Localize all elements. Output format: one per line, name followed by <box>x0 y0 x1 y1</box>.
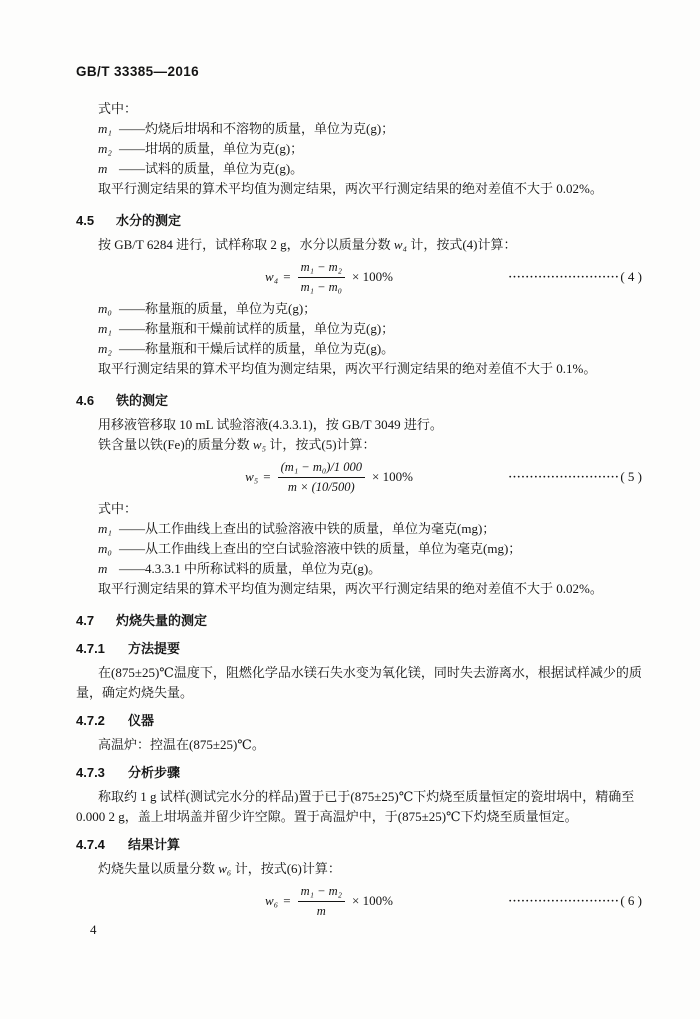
equation-math <box>265 884 393 919</box>
symbol-var: m <box>98 561 108 576</box>
equation-leader <box>508 893 642 909</box>
fraction-denominator: m <box>316 903 326 918</box>
symbol-def-text: ——从工作曲线上查出的空白试验溶液中铁的质量，单位为毫克(mg)； <box>119 541 522 556</box>
document-content <box>76 64 642 923</box>
symbol-def-text: ——从工作曲线上查出的试验溶液中铁的质量，单位为毫克(mg)； <box>119 521 496 536</box>
dot-leader: ·························· <box>508 895 620 907</box>
symbol-var: m₀ <box>98 301 112 316</box>
section-heading-4-7-4 <box>76 835 642 855</box>
section-heading-4-7 <box>76 611 642 631</box>
fraction <box>298 884 345 919</box>
symbol-definition <box>76 159 642 179</box>
equals-sign: = <box>283 893 291 908</box>
equation-lhs-variable: w₆ <box>265 893 279 908</box>
symbol-var: m₁ <box>98 321 112 336</box>
paragraph <box>76 859 642 879</box>
paragraph <box>76 435 642 455</box>
fraction-denominator: m₁ − m₀ <box>300 279 343 294</box>
symbol-var: m <box>98 161 108 176</box>
section-title: 结果计算 <box>128 837 181 852</box>
fraction-numerator: m₁ − m₂ <box>298 260 345 278</box>
symbol-definition <box>76 299 642 319</box>
symbol-definition-list <box>76 519 642 579</box>
paragraph-text: 灼烧失量以质量分数 <box>98 861 219 876</box>
section-number: 4.5 <box>76 213 95 228</box>
symbol-var: m₀ <box>98 541 112 556</box>
symbol-definition-list <box>76 119 642 179</box>
equation-number: ( 5 ) <box>620 469 642 484</box>
symbol-definition <box>76 559 642 579</box>
symbol-definition <box>76 539 642 559</box>
section-title: 方法提要 <box>128 641 181 656</box>
symbol-definition <box>76 319 642 339</box>
section-title: 仪器 <box>128 713 155 728</box>
equation-multiplier: × 100% <box>352 269 393 284</box>
standard-number-header: GB/T 33385—2016 <box>76 64 200 79</box>
precision-note: 取平行测定结果的算术平均值为测定结果，两次平行测定结果的绝对差值不大于 0.1%。 <box>98 361 597 376</box>
section-number: 4.7 <box>76 613 95 628</box>
where-clause-label: 式中： <box>98 501 138 516</box>
equation-lhs-variable: w₅ <box>245 469 259 484</box>
section-title: 水分的测定 <box>116 213 182 228</box>
symbol-definition <box>76 339 642 359</box>
equation-math <box>245 460 413 495</box>
paragraph-text: 按 GB/T 6284 进行，试样称取 2 g，水分以质量分数 <box>98 237 394 252</box>
symbol-def-text: ——灼烧后坩埚和不溶物的质量，单位为克(g)； <box>119 121 395 136</box>
equation-number: ( 4 ) <box>620 269 642 284</box>
equation-leader <box>508 469 642 485</box>
section-heading-4-7-3 <box>76 763 642 783</box>
symbol-def-text: ——称量瓶和干燥后试样的质量，单位为克(g)。 <box>119 341 395 356</box>
symbol-def-text: ——试料的质量，单位为克(g)。 <box>119 161 304 176</box>
equals-sign: = <box>283 269 291 284</box>
section-heading-4-5 <box>76 211 642 231</box>
equation-multiplier: × 100% <box>352 893 393 908</box>
section-title: 灼烧失量的测定 <box>116 613 208 628</box>
symbol-var: m₁ <box>98 121 112 136</box>
section-heading-4-7-2 <box>76 711 642 731</box>
section-heading-4-6 <box>76 391 642 411</box>
fraction-numerator: (m₁ − m₀)/1 000 <box>278 460 365 478</box>
paragraph-text: 铁含量以铁(Fe)的质量分数 <box>98 437 253 452</box>
equation-5 <box>76 457 642 497</box>
equation-number: ( 6 ) <box>620 893 642 908</box>
equation-math <box>265 260 393 295</box>
symbol-definition <box>76 139 642 159</box>
precision-note: 取平行测定结果的算术平均值为测定结果，两次平行测定结果的绝对差值不大于 0.02%。 <box>98 581 603 596</box>
page-number: 4 <box>90 922 97 937</box>
section-number: 4.7.2 <box>76 713 105 728</box>
equation-leader <box>508 269 642 285</box>
symbol-def-text: ——坩埚的质量，单位为克(g)； <box>119 141 304 156</box>
symbol-definition <box>76 519 642 539</box>
section-title: 分析步骤 <box>128 765 181 780</box>
symbol-def-text: ——称量瓶和干燥前试样的质量，单位为克(g)； <box>119 321 395 336</box>
paragraph <box>76 235 642 255</box>
symbol-var: m₁ <box>98 521 112 536</box>
section-title: 铁的测定 <box>116 393 169 408</box>
fraction-denominator: m × (10/500) <box>287 479 355 494</box>
paragraph-text: 计，按式(4)计算： <box>407 237 517 252</box>
fraction <box>278 460 365 495</box>
equation-4 <box>76 257 642 297</box>
section-number: 4.7.3 <box>76 765 105 780</box>
symbol-var: m₂ <box>98 341 112 356</box>
paragraph-text: 计，按式(5)计算： <box>266 437 376 452</box>
symbol-definition-list <box>76 299 642 359</box>
section-number: 4.7.1 <box>76 641 105 656</box>
equals-sign: = <box>263 469 271 484</box>
equation-lhs-variable: w₄ <box>265 269 279 284</box>
inline-variable: w₅ <box>252 437 267 452</box>
inline-variable: w₆ <box>218 861 232 876</box>
section-number: 4.6 <box>76 393 95 408</box>
fraction <box>298 260 345 295</box>
section-heading-4-7-1 <box>76 639 642 659</box>
paragraph: 高温炉：控温在(875±25)℃。 <box>98 737 265 752</box>
where-clause-label: 式中： <box>98 101 138 116</box>
dot-leader: ·························· <box>508 271 620 283</box>
equation-6 <box>76 881 642 921</box>
paragraph-text: 计，按式(6)计算： <box>231 861 341 876</box>
paragraph: 在(875±25)℃温度下，阻燃化学品水镁石失水变为氧化镁，同时失去游离水，根据试样减少的质量，确定灼烧失量。 <box>76 665 642 700</box>
fraction-numerator: m₁ − m₂ <box>298 884 345 902</box>
symbol-definition <box>76 119 642 139</box>
inline-variable: w₄ <box>393 237 408 252</box>
paragraph: 称取约 1 g 试样(测试完水分的样品)置于已于(875±25)℃下灼烧至质量恒定的瓷坩埚中，精确至 0.000 2 g，盖上坩埚盖并留少许空隙。置于高温炉中，于(875±25)℃下灼烧至质量恒定。 <box>76 789 635 824</box>
precision-note: 取平行测定结果的算术平均值为测定结果，两次平行测定结果的绝对差值不大于 0.02%。 <box>98 181 603 196</box>
paragraph: 用移液管移取 10 mL 试验溶液(4.3.3.1)，按 GB/T 3049 进行。 <box>98 417 443 432</box>
dot-leader: ·························· <box>508 471 620 483</box>
symbol-def-text: ——称量瓶的质量，单位为克(g)； <box>119 301 317 316</box>
symbol-def-text: ——4.3.3.1 中所称试料的质量，单位为克(g)。 <box>119 561 382 576</box>
section-number: 4.7.4 <box>76 837 105 852</box>
symbol-var: m₂ <box>98 141 112 156</box>
equation-multiplier: × 100% <box>371 469 413 484</box>
